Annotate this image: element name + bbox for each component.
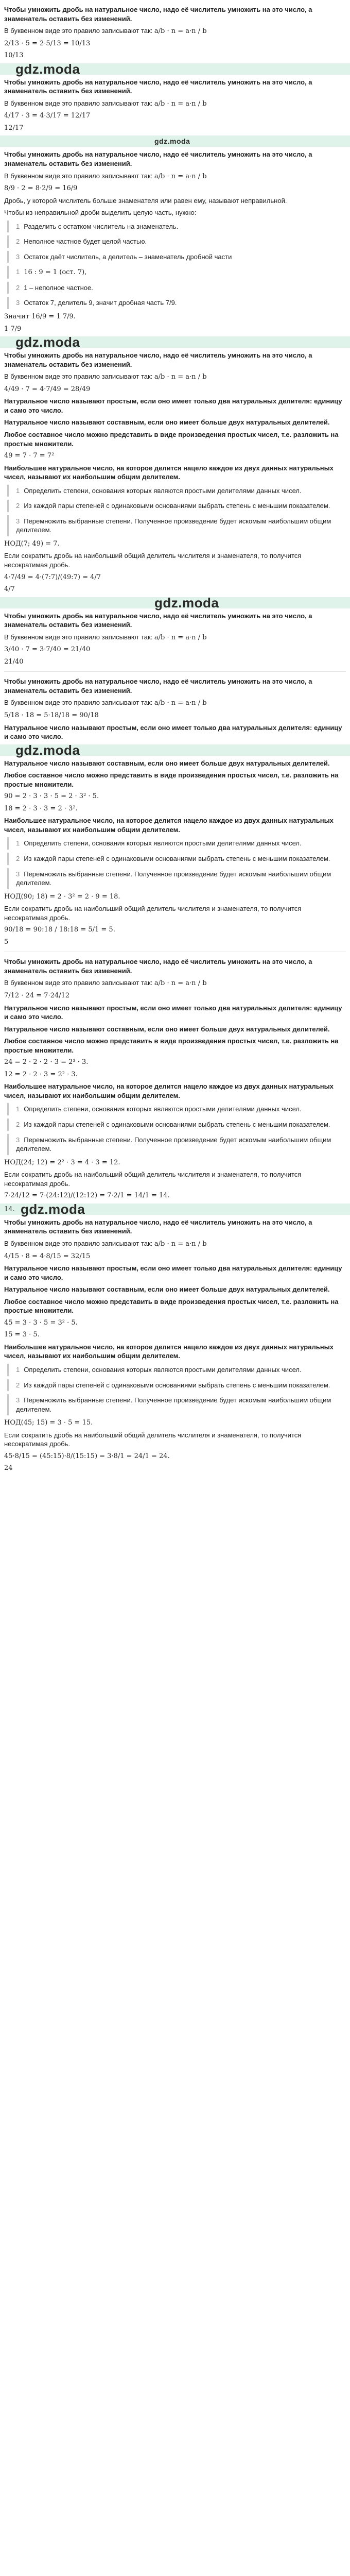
watermark-band [0, 1201, 350, 1217]
ex8-gcd: НОД(45; 15) = 3 · 5 = 15. [4, 1419, 93, 1427]
ex7-answer: 14. [4, 1205, 15, 1213]
ex3-steps [7, 266, 346, 309]
prime-def: Натуральное число называют простым, если оно имеет только два натуральных делителя: единицу и само это число. [4, 1004, 342, 1021]
letter-form: В буквенном виде это правило записывают так: a/b · n = a·n / b [4, 99, 207, 108]
gcd-def: Наибольшее натуральное число, на которое делится нацело каждое из двух данных натуральных чисел, называют их наибольшим общим делителем. [4, 464, 334, 481]
ex7-f24: 24 = 2 · 2 · 2 · 3 = 2³ · 3. [4, 1058, 89, 1066]
composite-def: Натуральное число называют составным, если оно имеет больше двух натуральных делителей. [4, 1025, 330, 1033]
list-item: 3 Остаток 7, делитель 9, значит дробная часть 7/9. [7, 297, 346, 309]
ex8-f45: 45 = 3 · 3 · 5 = 3² · 5. [4, 1318, 78, 1327]
ex7-f12: 12 = 2 · 2 · 3 = 2² · 3. [4, 1070, 78, 1078]
list-item: 1 Определить степени, основания которых являются простыми делителями данных чисел. [7, 485, 346, 497]
composite-def: Натуральное число называют составным, если оно имеет больше двух натуральных делителей. [4, 759, 330, 767]
gcd-def: Наибольшее натуральное число, на которое делится нацело каждое из двух данных натуральных чисел, называют их наибольшим общим делителем. [4, 817, 334, 834]
list-item: 2 Из каждой пары степеней с одинаковыми основаниями выбрать степень с меньшим показателем. [7, 1379, 346, 1392]
rule-mult: Чтобы умножить дробь на натуральное число, надо её числитель умножить на это число, а знаменатель оставить без изменений. [4, 351, 312, 368]
ex3-calc: 8/9 · 2 = 8·2/9 = 16/9 [4, 184, 78, 193]
list-item: 2 Из каждой пары степеней с одинаковыми основаниями выбрать степень с меньшим показателем. [7, 1118, 346, 1131]
ex6-gcd: НОД(90; 18) = 2 · 3² = 2 · 9 = 18. [4, 892, 120, 901]
gcd-def: Наибольшее натуральное число, на которое делится нацело каждое из двух данных натуральных чисел, называют их наибольшим общим делителем. [4, 1343, 334, 1360]
reduce-rule: Если сократить дробь на наибольший общий делитель числителя и знаменателя, то получится несократимая дробь. [4, 905, 302, 922]
list-item: 1 Определить степени, основания которых являются простыми делителями данных чисел. [7, 837, 346, 850]
ex2-calc: 4/17 · 3 = 4·3/17 = 12/17 [4, 112, 91, 120]
watermark-band [0, 595, 350, 611]
ex1-answer: 10/13 [4, 52, 24, 60]
ex3-answer: 1 7/9 [4, 325, 22, 333]
composite-def: Натуральное число называют составным, если оно имеет больше двух натуральных делителей. [4, 1285, 330, 1294]
watermark: gdz.moda [15, 61, 80, 77]
reduce-rule: Если сократить дробь на наибольший общий делитель числителя и знаменателя, то получится несократимая дробь. [4, 1171, 302, 1188]
ex4-gcd: НОД(7; 49) = 7. [4, 539, 60, 548]
watermark-band [0, 336, 350, 348]
list-item: 2 1 – неполное частное. [7, 282, 346, 294]
list-item: 1 16 : 9 = 1 (ост. 7), [7, 266, 346, 279]
reduce-rule: Если сократить дробь на наибольший общий делитель числителя и знаменателя, то получится несократимая дробь. [4, 552, 302, 569]
watermark-band [0, 135, 350, 147]
ex6-f90: 90 = 2 · 3 · 3 · 5 = 2 · 3² · 5. [4, 792, 99, 801]
list-item: 1 Разделить с остатком числитель на знаменатель. [7, 221, 346, 233]
gcd-def: Наибольшее натуральное число, на которое делится нацело каждое из двух данных натуральных чисел, называют их наибольшим общим делителем. [4, 1082, 334, 1099]
factor-def: Любое составное число можно представить в виде произведения простых чисел, т.е. разложить на простые множители. [4, 771, 339, 788]
rule-mult: Чтобы умножить дробь на натуральное число, надо её числитель умножить на это число, а знаменатель оставить без изменений. [4, 1218, 312, 1235]
list-item: 2 Из каждой пары степеней с одинаковыми основаниями выбрать степень с меньшим показателем. [7, 853, 346, 865]
list-item: 2 Из каждой пары степеней с одинаковыми основаниями выбрать степень с меньшим показателем. [7, 500, 346, 512]
list-item: 3 Перемножить выбранные степени. Полученное произведение будет искомым наибольшим общим делителем. [7, 515, 346, 536]
letter-form: В буквенном виде это правило записывают так: a/b · n = a·n / b [4, 1239, 207, 1248]
rule-mult: Чтобы умножить дробь на натуральное число, надо её числитель умножить на это число, а знаменатель оставить без изменений. [4, 6, 312, 23]
gcd-steps [7, 485, 346, 536]
watermark: gdz.moda [15, 742, 80, 758]
prime-def: Натуральное число называют простым, если оно имеет только два натуральных делителя: единицу и само это число. [4, 723, 342, 741]
watermark: gdz.moda [21, 1201, 85, 1217]
ex4-f49: 49 = 7 · 7 = 7² [4, 452, 55, 460]
letter-form: В буквенном виде это правило записывают так: a/b · n = a·n / b [4, 979, 207, 988]
ex2-answer: 12/17 [4, 124, 24, 132]
rule-mult: Чтобы умножить дробь на натуральное число, надо её числитель умножить на это число, а знаменатель оставить без изменений. [4, 612, 312, 629]
factor-def: Любое составное число можно представить в виде произведения простых чисел, т.е. разложить на простые множители. [4, 1037, 339, 1054]
divider [4, 671, 346, 672]
whole-part-steps [7, 221, 346, 263]
watermark: gdz.moda [154, 595, 219, 611]
ex6-calc: 5/18 · 18 = 5·18/18 = 90/18 [4, 711, 99, 719]
rule-mult: Чтобы умножить дробь на натуральное число, надо её числитель умножить на это число, а знаменатель оставить без изменений. [4, 78, 312, 95]
list-item: 1 Определить степени, основания которых являются простыми делителями данных чисел. [7, 1364, 346, 1376]
rule-mult: Чтобы умножить дробь на натуральное число, надо её числитель умножить на это число, а знаменатель оставить без изменений. [4, 958, 312, 975]
ex7-red: 7·24/12 = 7·(24:12)/(12:12) = 7·2/1 = 14/1 = 14. [4, 1192, 170, 1200]
ex1-calc: 2/13 · 5 = 2·5/13 = 10/13 [4, 39, 91, 47]
ex7-gcd: НОД(24; 12) = 2² · 3 = 4 · 3 = 12. [4, 1158, 120, 1166]
list-item: 2 Неполное частное будет целой частью. [7, 235, 346, 248]
factor-def: Любое составное число можно представить в виде произведения простых чисел, т.е. разложить на простые множители. [4, 1297, 339, 1315]
ex8-f15: 15 = 3 · 5. [4, 1331, 40, 1339]
rule-mult: Чтобы умножить дробь на натуральное число, надо её числитель умножить на это число, а знаменатель оставить без изменений. [4, 150, 312, 168]
prime-def: Натуральное число называют простым, если оно имеет только два натуральных делителя: единицу и само это число. [4, 1264, 342, 1281]
reduce-rule: Если сократить дробь на наибольший общий делитель числителя и знаменателя, то получится несократимая дробь. [4, 1431, 302, 1448]
rule-mult: Чтобы умножить дробь на натуральное число, надо её числитель умножить на это число, а знаменатель оставить без изменений. [4, 677, 312, 694]
list-item: 3 Остаток даёт числитель, а делитель – знаменатель дробной части [7, 251, 346, 263]
ex4-red: 4·7/49 = 4·(7:7)/(49:7) = 4/7 [4, 573, 101, 581]
improper-def: Дробь, у которой числитель больше знаменателя или равен ему, называют неправильной. [4, 196, 287, 205]
list-item: 1 Определить степени, основания которых являются простыми делителями данных чисел. [7, 1103, 346, 1115]
ex8-calc: 4/15 · 8 = 4·8/15 = 32/15 [4, 1252, 91, 1260]
gcd-steps [7, 837, 346, 889]
list-item: 3 Перемножить выбранные степени. Полученное произведение будет искомым наибольшим общим делителем. [7, 868, 346, 889]
ex6-red: 90/18 = 90:18 / 18:18 = 5/1 = 5. [4, 926, 115, 934]
watermark: gdz.moda [15, 334, 80, 350]
ex4-calc: 4/49 · 7 = 4·7/49 = 28/49 [4, 385, 91, 393]
ex8-answer: 24 [4, 1464, 13, 1472]
ex6-f18: 18 = 2 · 3 · 3 = 2 · 3². [4, 804, 78, 812]
ex8-red: 45·8/15 = (45:15)·8/(15:15) = 3·8/1 = 24/1 = 24. [4, 1452, 170, 1460]
factor-def: Любое составное число можно представить в виде произведения простых чисел, т.е. разложить на простые множители. [4, 430, 339, 448]
watermark-band [0, 63, 350, 75]
ex5-answer: 21/40 [4, 657, 24, 666]
ex4-answer: 4/7 [4, 585, 15, 594]
letter-form: В буквенном виде это правило записывают так: a/b · n = a·n / b [4, 633, 207, 641]
letter-form: В буквенном виде это правило записывают так: a/b · n = a·n / b [4, 699, 207, 707]
ex5-calc: 3/40 · 7 = 3·7/40 = 21/40 [4, 646, 91, 654]
letter-form: В буквенном виде это правило записывают так: a/b · n = a·n / b [4, 372, 207, 381]
list-item: 3 Перемножить выбранные степени. Полученное произведение будет искомым наибольшим общим делителем. [7, 1134, 346, 1155]
letter-form: В буквенном виде это правило записывают так: a/b · n = a·n / b [4, 172, 207, 180]
list-item: 3 Перемножить выбранные степени. Полученное произведение будет искомым наибольшим общим делителем. [7, 1394, 346, 1415]
prime-def: Натуральное число называют простым, если оно имеет только два натуральных делителя: единицу и само это число. [4, 397, 342, 414]
gcd-steps [7, 1103, 346, 1155]
whole-part-intro: Чтобы из неправильной дроби выделить целую часть, нужно: [4, 209, 197, 217]
ex7-calc: 7/12 · 24 = 7·24/12 [4, 992, 70, 1000]
ex6-answer: 5 [4, 938, 9, 946]
letter-form: В буквенном виде это правило записывают так: a/b · n = a·n / b [4, 27, 207, 36]
gcd-steps [7, 1364, 346, 1415]
watermark-band [0, 744, 350, 756]
ex3-result: Значит 16/9 = 1 7/9. [4, 313, 76, 321]
watermark: gdz.moda [154, 137, 190, 146]
composite-def: Натуральное число называют составным, если оно имеет больше двух натуральных делителей. [4, 418, 330, 427]
